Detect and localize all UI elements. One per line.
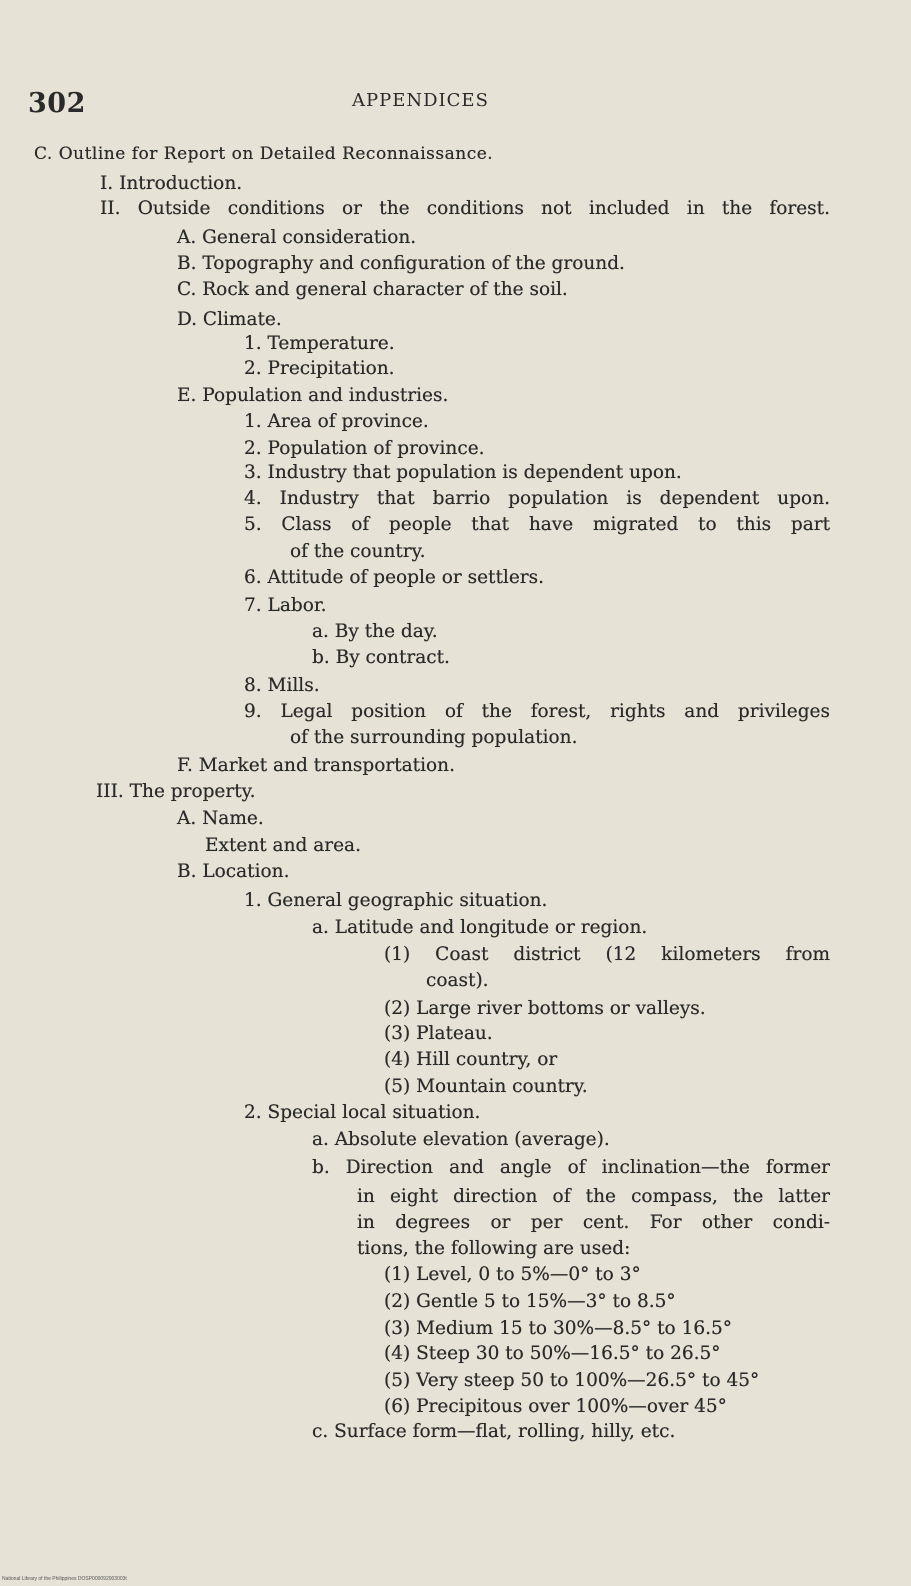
outline-line: II. Outside conditions or the conditions not included in the forest. <box>100 198 830 219</box>
outline-line: a. Absolute elevation (average). <box>312 1129 610 1150</box>
running-head: APPENDICES <box>352 90 489 111</box>
outline-line: 3. Industry that population is dependent upon. <box>244 462 682 483</box>
outline-line: 1. General geographic situation. <box>244 890 548 911</box>
outline-line: 9. Legal position of the forest, rights and privileges <box>244 701 830 722</box>
outline-line: a. By the day. <box>312 621 438 642</box>
section-title: C. Outline for Report on Detailed Reconnaissance. <box>34 144 494 164</box>
outline-line: B. Topography and configuration of the ground. <box>177 253 625 274</box>
outline-line: 8. Mills. <box>244 675 320 696</box>
outline-line: (1) Coast district (12 kilometers from <box>384 944 830 965</box>
outline-line: (2) Gentle 5 to 15%—3° to 8.5° <box>384 1291 676 1312</box>
outline-line: C. Rock and general character of the soil. <box>177 279 568 300</box>
outline-line: I. Introduction. <box>100 173 243 194</box>
outline-line: (3) Plateau. <box>384 1023 493 1044</box>
outline-line: (5) Mountain country. <box>384 1076 588 1097</box>
outline-line: c. Surface form—flat, rolling, hilly, etc. <box>312 1421 676 1442</box>
outline-line: b. Direction and angle of inclination—the former <box>312 1157 830 1178</box>
outline-line: a. Latitude and longitude or region. <box>312 917 648 938</box>
outline-line: B. Location. <box>177 861 290 882</box>
outline-line: 5. Class of people that have migrated to this part <box>244 514 830 535</box>
outline-line: (6) Precipitous over 100%—over 45° <box>384 1396 727 1417</box>
outline-line: (1) Level, 0 to 5%—0° to 3° <box>384 1264 641 1285</box>
outline-line: (3) Medium 15 to 30%—8.5° to 16.5° <box>384 1318 733 1339</box>
outline-line: (2) Large river bottoms or valleys. <box>384 998 706 1019</box>
outline-line: of the country. <box>290 541 426 562</box>
outline-line: (4) Hill country, or <box>384 1049 558 1070</box>
outline-line: tions, the following are used: <box>357 1238 631 1259</box>
outline-line: (5) Very steep 50 to 100%—26.5° to 45° <box>384 1370 760 1391</box>
outline-line: 2. Precipitation. <box>244 358 395 379</box>
outline-line: 2. Special local situation. <box>244 1102 481 1123</box>
outline-line: in eight direction of the compass, the latter <box>357 1186 830 1207</box>
outline-line: (4) Steep 30 to 50%—16.5° to 26.5° <box>384 1343 721 1364</box>
outline-line: 4. Industry that barrio population is dependent upon. <box>244 488 830 509</box>
outline-line: of the surrounding population. <box>290 727 578 748</box>
outline-line: Extent and area. <box>205 835 361 856</box>
outline-line: A. Name. <box>177 808 264 829</box>
outline-line: coast). <box>426 970 489 991</box>
outline-line: F. Market and transportation. <box>177 755 455 776</box>
outline-line: b. By contract. <box>312 647 450 668</box>
outline-line: A. General consideration. <box>177 227 417 248</box>
page-number: 302 <box>28 88 86 119</box>
outline-line: in degrees or per cent. For other condi- <box>357 1212 830 1233</box>
outline-line: 1. Temperature. <box>244 333 395 354</box>
outline-line: 6. Attitude of people or settlers. <box>244 567 545 588</box>
outline-line: 2. Population of province. <box>244 438 485 459</box>
outline-line: 1. Area of province. <box>244 411 429 432</box>
scan-footer-note: National Library of the Philippines DOSP000092003003t <box>2 1576 127 1582</box>
outline-line: 7. Labor. <box>244 595 327 616</box>
outline-line: III. The property. <box>96 781 256 802</box>
outline-line: D. Climate. <box>177 309 282 330</box>
outline-line: E. Population and industries. <box>177 385 449 406</box>
